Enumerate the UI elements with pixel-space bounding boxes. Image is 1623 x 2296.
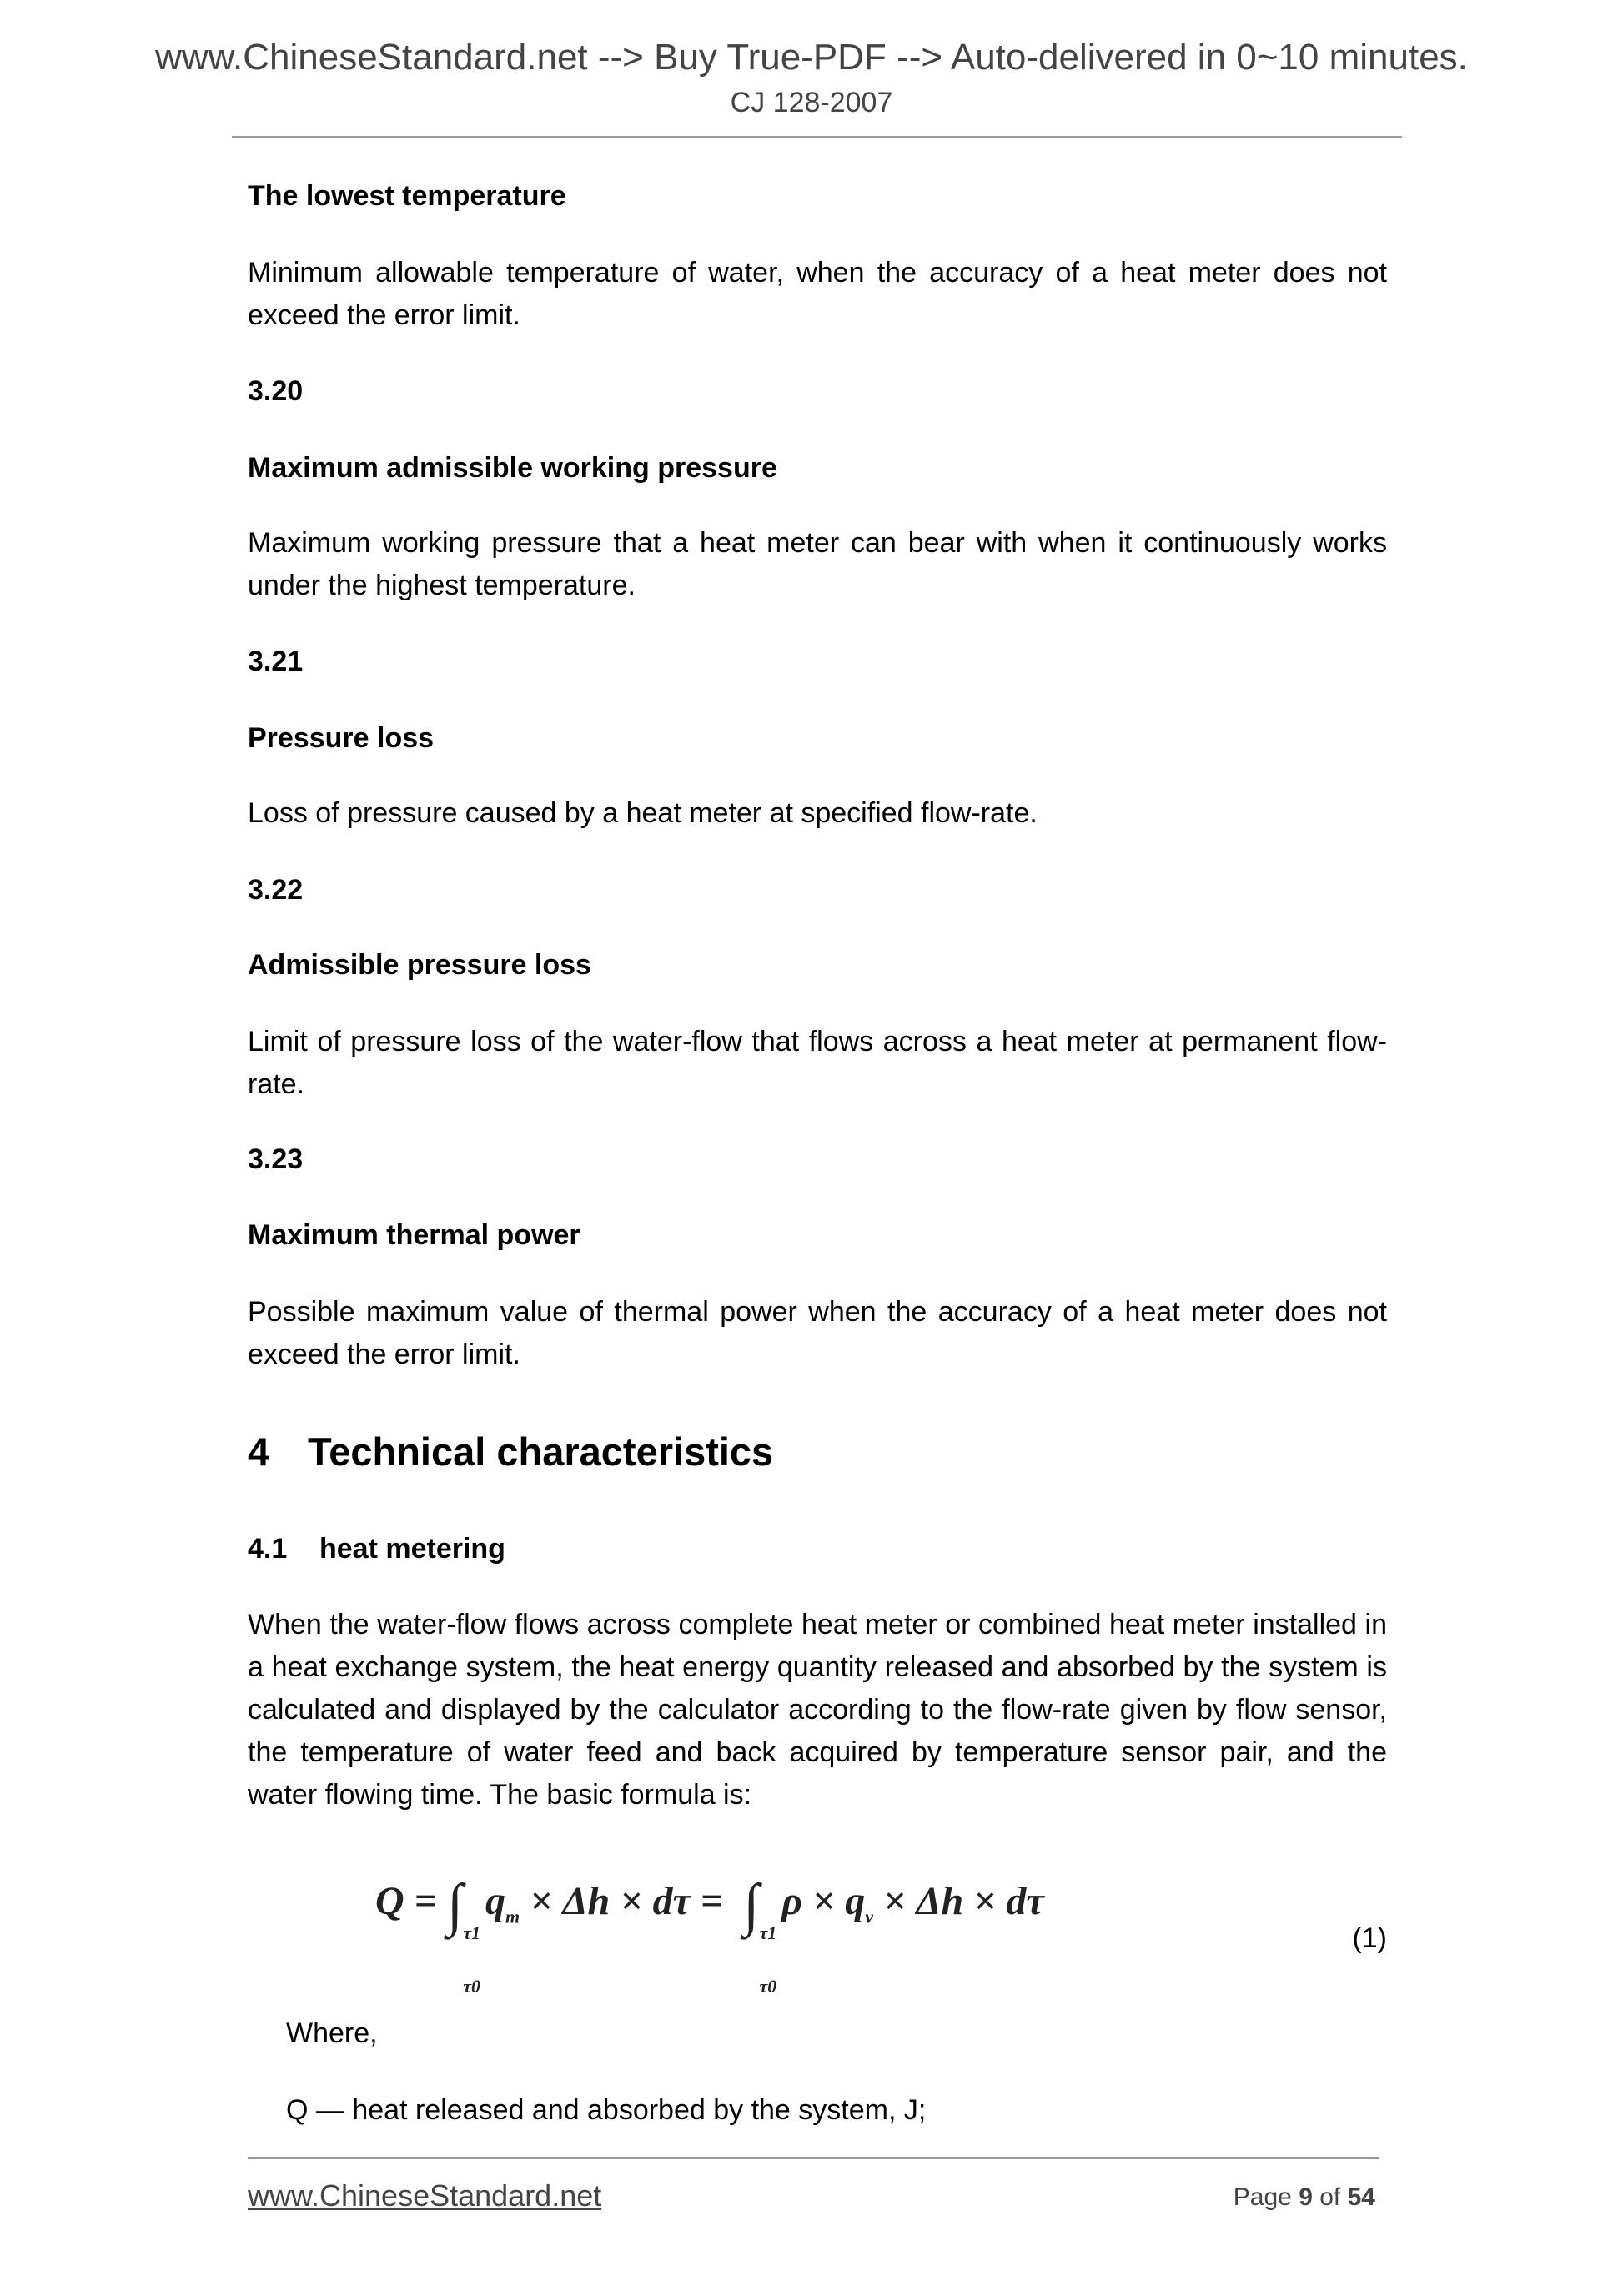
formula — [375, 1872, 1044, 1997]
where-label: Where, — [286, 2017, 378, 2049]
term-title: Maximum admissible working pressure — [248, 452, 777, 484]
clause-number: 3.21 — [248, 646, 304, 677]
formula-subscript: v — [865, 1906, 874, 1927]
term-definition: Limit of pressure loss of the water-flow that flows across a heat meter at permanent flow-rate. — [248, 1026, 1387, 1100]
formula-term: q — [485, 1879, 505, 1923]
page-label: Page — [1233, 2183, 1292, 2211]
equation-number: (1) — [1352, 1922, 1387, 1954]
upper-limit: τ1 — [463, 1922, 480, 1943]
term-definition: Maximum working pressure that a heat meter can bear with when it continuously works under the highest temperature. — [248, 527, 1387, 601]
term-title: Pressure loss — [248, 722, 435, 754]
formula-subscript: m — [505, 1906, 520, 1927]
term-definition: Possible maximum value of thermal power when the accuracy of a heat meter does not exceed the error limit. — [248, 1296, 1387, 1370]
page-number: 9 — [1299, 2183, 1313, 2211]
term-title: Maximum thermal power — [248, 1219, 580, 1251]
term-definition: Loss of pressure caused by a heat meter at specified flow-rate. — [248, 797, 1038, 829]
subsection-number: 4.1 — [248, 1533, 288, 1565]
lower-limit: τ0 — [759, 1976, 777, 1997]
formula-term: × Δh × dτ — [873, 1879, 1044, 1923]
symbol-definition: Q — heat released and absorbed by the system, J; — [286, 2094, 927, 2126]
clause-number: 3.23 — [248, 1143, 304, 1175]
header-rule — [232, 136, 1402, 138]
page-indicator — [1234, 2183, 1375, 2212]
standard-number: CJ 128-2007 — [730, 87, 893, 118]
term-definition: Minimum allowable temperature of water, when the accuracy of a heat meter does not exceed the error limit. — [248, 257, 1387, 331]
upper-limit: τ1 — [759, 1922, 777, 1943]
footer-link[interactable]: www.ChineseStandard.net — [248, 2178, 602, 2213]
page-total: 54 — [1347, 2183, 1375, 2211]
page-of: of — [1319, 2183, 1341, 2211]
integral-icon: ∫ — [447, 1873, 464, 1937]
formula-lhs: Q = — [375, 1879, 438, 1923]
paragraph: When the water-flow flows across complete heat meter or combined heat meter installed in a heat exchange system, the heat energy quantity released and absorbed by the system is calculated and displayed by the calculator according to the flow-rate given by flow sensor, the temperature of water feed and back acquired by temperature sensor pair, and the water flowing time. The basic formula is: — [248, 1609, 1387, 1811]
term-title: Admissible pressure loss — [248, 949, 591, 981]
header-banner: www.ChineseStandard.net --> Buy True-PDF --> Auto-delivered in 0~10 minutes. — [155, 37, 1468, 78]
subsection-heading — [248, 1528, 1387, 1570]
formula-term: ρ × q — [781, 1879, 866, 1923]
term-title: The lowest temperature — [248, 180, 566, 212]
formula-term: × Δh × dτ = — [520, 1879, 734, 1923]
footer-rule — [248, 2157, 1379, 2159]
integral-icon: ∫ — [743, 1873, 760, 1937]
lower-limit: τ0 — [463, 1976, 480, 1997]
clause-number: 3.20 — [248, 375, 304, 407]
section-heading — [248, 1427, 773, 1477]
clause-number: 3.22 — [248, 874, 304, 906]
subsection-title: heat metering — [319, 1533, 505, 1565]
section-number: 4 — [248, 1429, 270, 1474]
section-title: Technical characteristics — [308, 1429, 774, 1474]
